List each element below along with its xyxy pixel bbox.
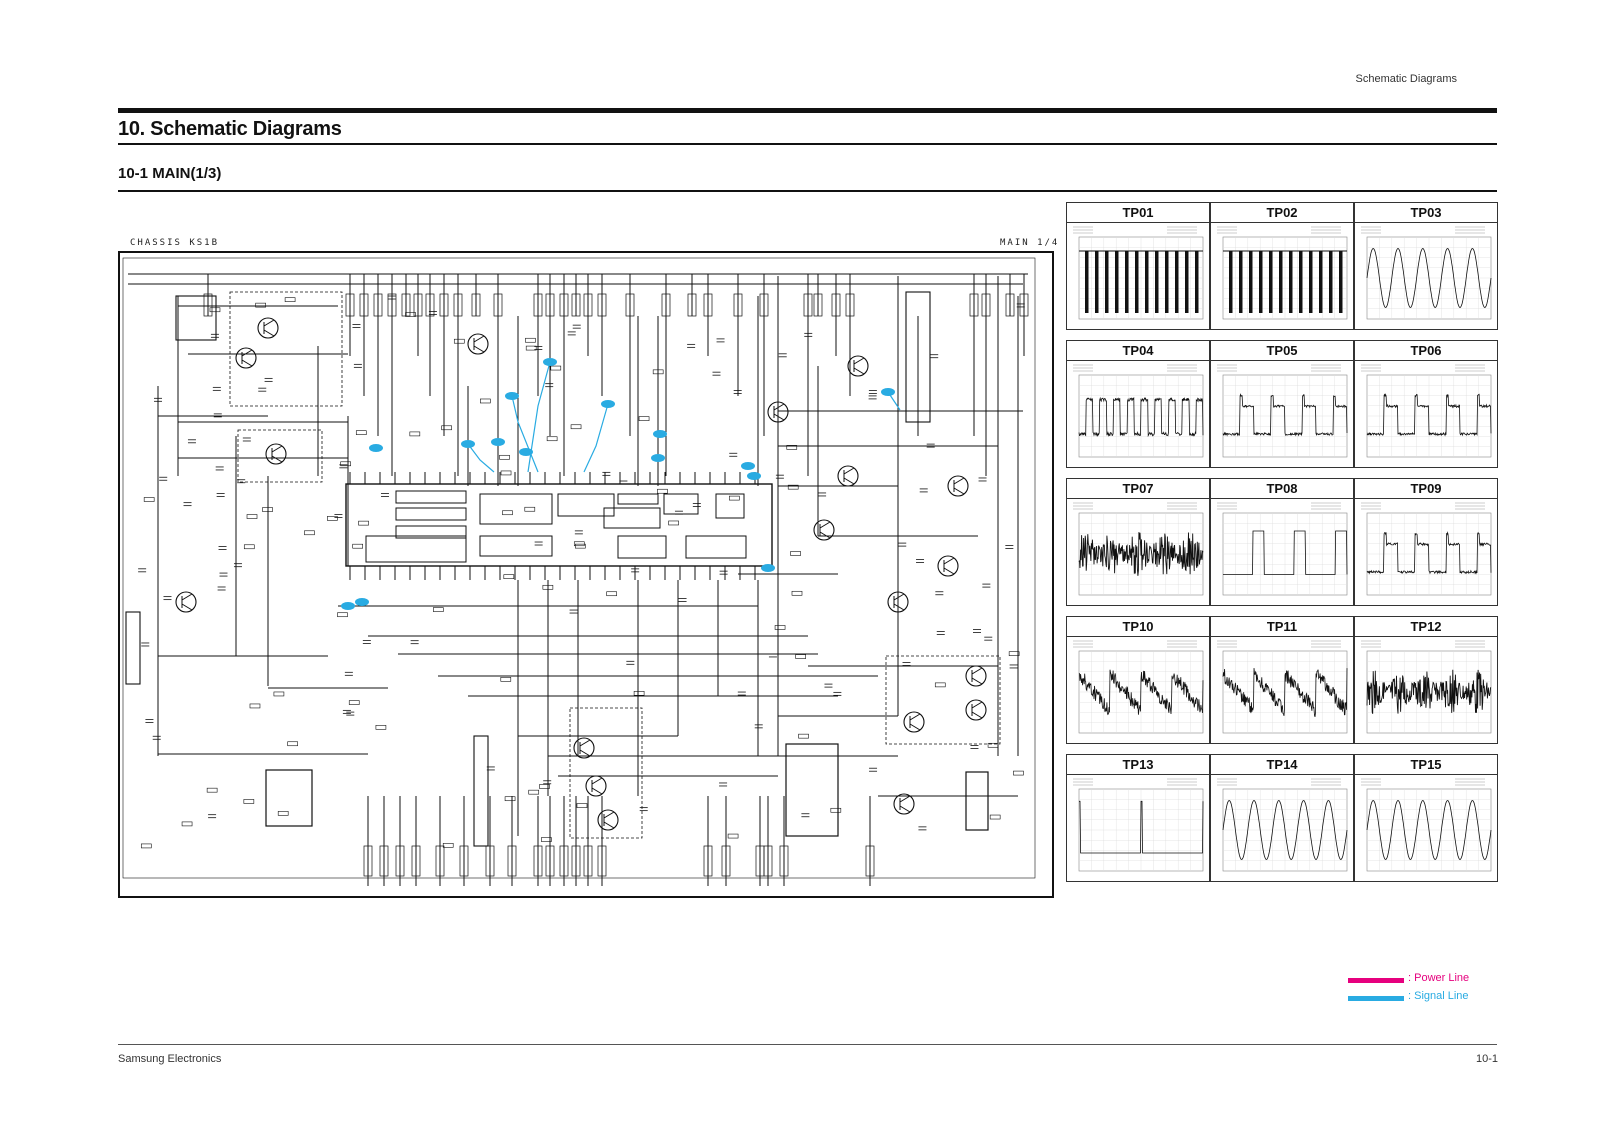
test-point-label: TP11: [1211, 618, 1353, 637]
oscilloscope-waveform: [1067, 361, 1209, 467]
test-point-cell: [1354, 340, 1498, 468]
test-point-label: TP07: [1067, 480, 1209, 499]
oscilloscope-waveform: [1211, 223, 1353, 329]
test-point-cell: [1066, 616, 1210, 744]
oscilloscope-waveform: [1067, 223, 1209, 329]
section-rule: [118, 190, 1497, 192]
sheet-label: MAIN 1/4: [1000, 238, 1060, 248]
running-header: Schematic Diagrams: [1355, 73, 1457, 85]
test-point-cell: [1066, 202, 1210, 330]
test-point-label: TP05: [1211, 342, 1353, 361]
oscilloscope-waveform: [1211, 499, 1353, 605]
test-point-label: TP09: [1355, 480, 1497, 499]
test-point-cell: [1066, 478, 1210, 606]
test-point-label: TP06: [1355, 342, 1497, 361]
test-point-cell: [1210, 340, 1354, 468]
chassis-label: CHASSIS KS1B: [130, 238, 220, 248]
test-point-cell: [1354, 202, 1498, 330]
oscilloscope-waveform: [1355, 499, 1497, 605]
test-point-cell: [1354, 478, 1498, 606]
test-point-label: TP10: [1067, 618, 1209, 637]
test-point-cell: [1210, 616, 1354, 744]
test-point-label: TP12: [1355, 618, 1497, 637]
test-point-cell: [1210, 478, 1354, 606]
section-title: 10-1 MAIN(1/3): [118, 165, 222, 182]
footer-company: Samsung Electronics: [118, 1053, 222, 1065]
oscilloscope-waveform: [1211, 637, 1353, 743]
test-point-row: [1066, 340, 1498, 468]
test-point-label: TP13: [1067, 756, 1209, 775]
oscilloscope-waveform: [1211, 361, 1353, 467]
oscilloscope-waveform: [1355, 223, 1497, 329]
test-point-cell: [1210, 202, 1354, 330]
test-point-label: TP14: [1211, 756, 1353, 775]
test-point-label: TP01: [1067, 204, 1209, 223]
test-point-label: TP08: [1211, 480, 1353, 499]
oscilloscope-waveform: [1067, 499, 1209, 605]
test-point-label: TP15: [1355, 756, 1497, 775]
power-line-label: : Power Line: [1408, 972, 1470, 984]
test-point-waveform-grid: [1066, 202, 1498, 888]
test-point-cell: [1354, 616, 1498, 744]
test-point-cell: [1066, 340, 1210, 468]
test-point-cell: [1354, 754, 1498, 882]
test-point-label: TP02: [1211, 204, 1353, 223]
test-point-row: [1066, 754, 1498, 882]
test-point-row: [1066, 478, 1498, 606]
chapter-title: 10. Schematic Diagrams: [118, 118, 342, 140]
main-schematic-diagram: [118, 236, 1055, 900]
oscilloscope-waveform: [1067, 775, 1209, 881]
test-point-label: TP04: [1067, 342, 1209, 361]
oscilloscope-waveform: [1355, 775, 1497, 881]
oscilloscope-waveform: [1355, 361, 1497, 467]
test-point-row: [1066, 616, 1498, 744]
test-point-cell: [1210, 754, 1354, 882]
oscilloscope-waveform: [1355, 637, 1497, 743]
signal-line-label: : Signal Line: [1408, 990, 1469, 1002]
footer-page-number: 10-1: [1475, 1053, 1498, 1065]
test-point-row: [1066, 202, 1498, 330]
footer-rule: [118, 1044, 1497, 1045]
schematic-drawing: [118, 236, 1055, 900]
oscilloscope-waveform: [1067, 637, 1209, 743]
test-point-cell: [1066, 754, 1210, 882]
power-line-swatch: [1348, 978, 1404, 983]
signal-line-swatch: [1348, 996, 1404, 1001]
test-point-label: TP03: [1355, 204, 1497, 223]
header-rule: [118, 143, 1497, 145]
oscilloscope-waveform: [1211, 775, 1353, 881]
header-rule-thick: [118, 108, 1497, 113]
